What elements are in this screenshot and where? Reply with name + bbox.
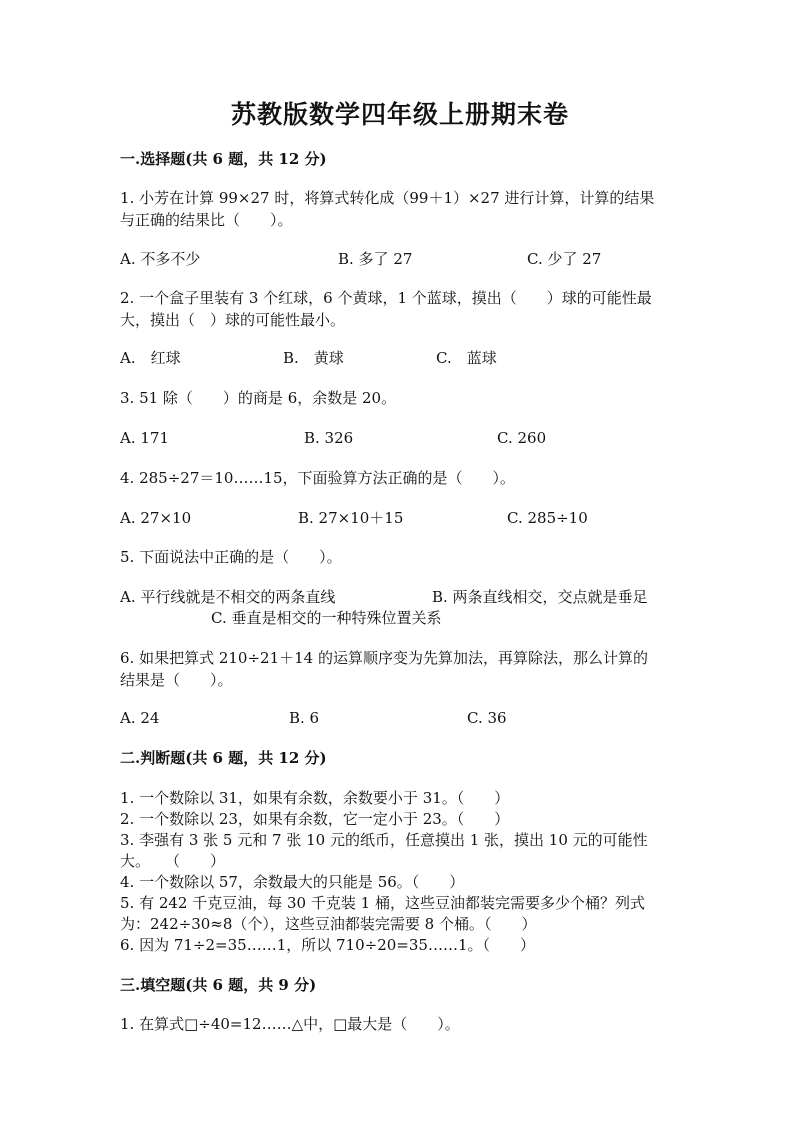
option-c: C. 260 [497,429,547,447]
option-b: B. 6 [289,709,320,727]
option-c: C. 垂直是相交的一种特殊位置关系 [211,609,442,627]
question-text: 大，摸出（ ）球的可能性最小。 [120,311,346,329]
question-text: 2. 一个盒子里装有 3 个红球，6 个黄球，1 个蓝球，摸出（ ）球的可能性最 [120,289,652,307]
judgement-line: 为：242÷30≈8（个），这些豆油都装完需要 8 个桶。（ ） [120,915,537,933]
option-a: A. 不多不少 [120,250,201,268]
question-text: 1. 在算式□÷40=12……△中，□最大是（ ）。 [120,1015,460,1033]
option-a: A. 171 [120,429,169,447]
option-c: C. 36 [467,709,507,727]
option-a: A. 27×10 [120,509,192,527]
section-heading-judgement: 二.判断题(共 6 题，共 12 分) [120,749,327,767]
option-b: B. 326 [304,429,354,447]
option-b: B. 两条直线相交，交点就是垂足 [432,588,648,606]
question-text: 6. 如果把算式 210÷21＋14 的运算顺序变为先算加法，再算除法，那么计算的 [120,649,648,667]
judgement-line: 4. 一个数除以 57，余数最大的只能是 56。（ ） [120,873,465,891]
page-title: 苏教版数学四年级上册期末卷 [230,100,569,129]
question-text: 4. 285÷27＝10……15，下面验算方法正确的是（ ）。 [120,469,516,487]
option-a: A. 平行线就是不相交的两条直线 [120,588,336,606]
question-text: 5. 下面说法中正确的是（ ）。 [120,548,342,566]
judgement-line: 3. 李强有 3 张 5 元和 7 张 10 元的纸币，任意摸出 1 张，摸出 10 元的可能性 [120,831,648,849]
section-heading-fill: 三.填空题(共 6 题，共 9 分) [120,976,317,994]
judgement-line: 5. 有 242 千克豆油，每 30 千克装 1 桶，这些豆油都装完需要多少个桶？列式 [120,894,645,912]
option-b: B. 黄球 [283,349,344,367]
judgement-line: 1. 一个数除以 31，如果有余数，余数要小于 31。（ ） [120,789,510,807]
option-c: C. 蓝球 [436,349,497,367]
question-text: 1. 小芳在计算 99×27 时，将算式转化成（99＋1）×27 进行计算，计算的结果 [120,189,655,207]
judgement-line: 大。 （ ） [120,852,226,870]
option-b: B. 多了 27 [338,250,413,268]
judgement-line: 2. 一个数除以 23，如果有余数，它一定小于 23。（ ） [120,810,510,828]
section-heading-choice: 一.选择题(共 6 题，共 12 分) [120,150,327,168]
option-a: A. 红球 [120,349,181,367]
option-a: A. 24 [120,709,160,727]
question-text: 结果是（ ）。 [120,671,233,689]
question-text: 与正确的结果比（ ）。 [120,211,293,229]
judgement-line: 6. 因为 71÷2=35……1，所以 710÷20=35……1。（ ） [120,936,535,954]
question-text: 3. 51 除（ ）的商是 6，余数是 20。 [120,389,397,407]
option-c: C. 少了 27 [527,250,602,268]
option-c: C. 285÷10 [507,509,588,527]
option-b: B. 27×10＋15 [298,509,404,527]
